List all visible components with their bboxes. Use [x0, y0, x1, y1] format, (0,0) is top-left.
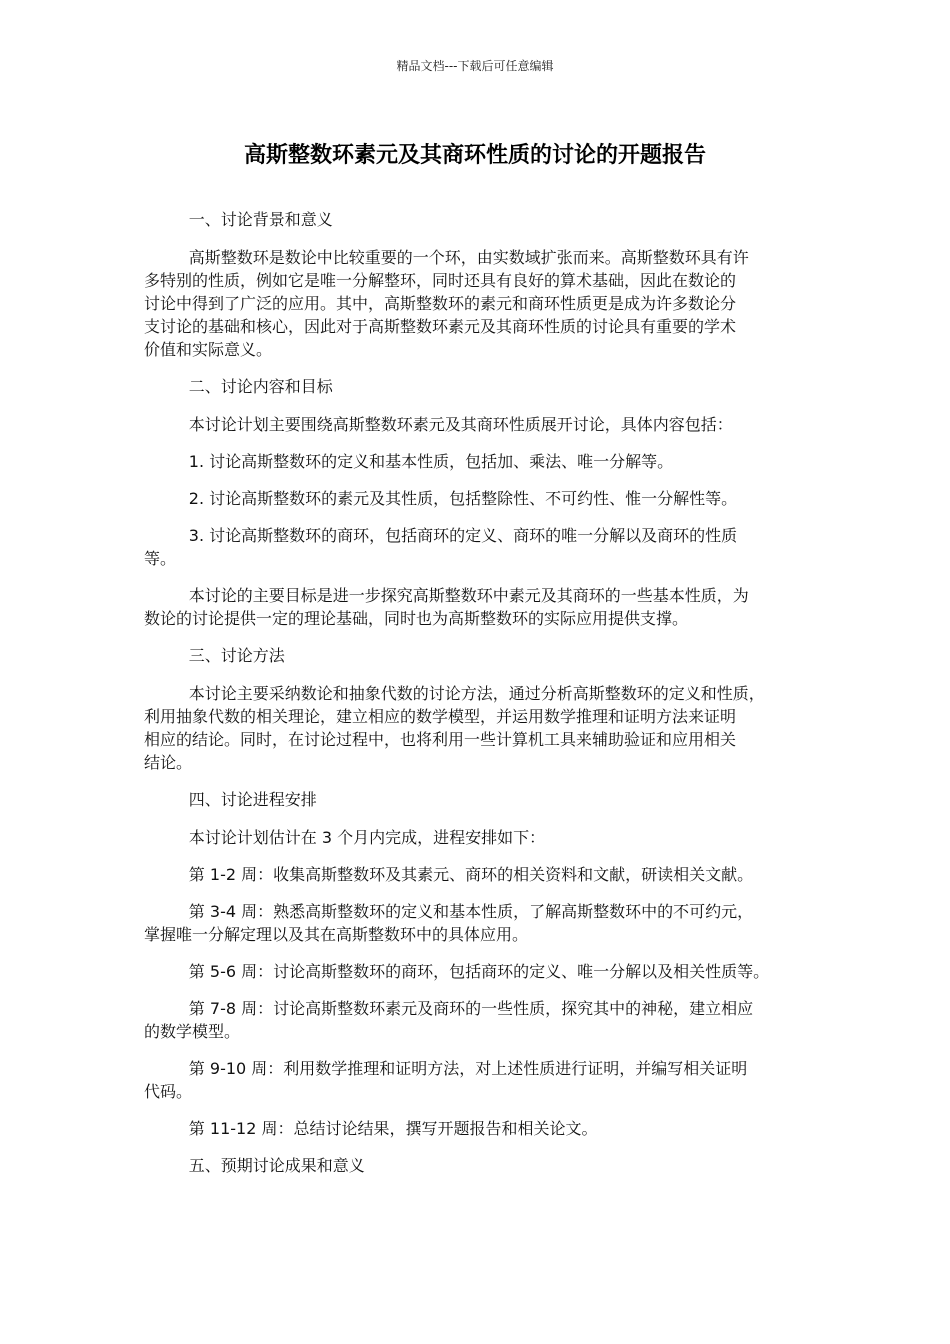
body-paragraph: 2. 讨论高斯整数环的素元及其性质，包括整除性、不可约性、惟一分解性等。 [188, 489, 738, 508]
body-paragraph: 高斯整数环是数论中比较重要的一个环，由实数域扩张而来。高斯整数环具有许 多特别的性质，例如它是唯一分解整环，同时还具有良好的算术基础，因此在数论的 讨论中得到了广泛的应用。其中，高斯整数环的素元和商环性质更是成为许多数论分 支讨论的基础和核心，因此对于高斯整数环素元及其商环性质的讨论具有重要的学术 价值和实际意义。 [144, 248, 749, 359]
body-paragraph: 本讨论计划估计在 3 个月内完成，进程安排如下： [188, 828, 546, 847]
body-paragraph: 3. 讨论高斯整数环的商环，包括商环的定义、商环的唯一分解以及商环的性质 等。 [144, 526, 738, 568]
section-heading: 四、讨论进程安排 [188, 790, 317, 809]
body-paragraph: 第 9-10 周：利用数学推理和证明方法，对上述性质进行证明，并编写相关证明 代码。 [144, 1059, 748, 1101]
body-paragraph: 本讨论主要采纳数论和抽象代数的讨论方法，通过分析高斯整数环的定义和性质， 利用抽象代数的相关理论，建立相应的数学模型，并运用数学推理和证明方法来证明 相应的结论。同时，在讨论过程中，也将利用一些计算机工具来辅助验证和应用相关 结论。 [144, 684, 765, 772]
body-paragraph: 本讨论计划主要围绕高斯整数环素元及其商环性质展开讨论，具体内容包括： [188, 415, 733, 434]
body-paragraph: 第 3-4 周：熟悉高斯整数环的定义和基本性质，了解高斯整数环中的不可约元， 掌握唯一分解定理以及其在高斯整数环中的具体应用。 [144, 902, 754, 944]
document-body [144, 208, 812, 1192]
body-paragraph: 第 1-2 周：收集高斯整数环及其素元、商环的相关资料和文献，研读相关文献。 [188, 865, 754, 884]
body-paragraph: 第 7-8 周：讨论高斯整数环素元及商环的一些性质，探究其中的神秘，建立相应 的数学模型。 [144, 999, 754, 1041]
body-paragraph: 第 11-12 周：总结讨论结果，撰写开题报告和相关论文。 [188, 1119, 598, 1138]
section-heading: 五、预期讨论成果和意义 [188, 1156, 365, 1175]
section-heading: 二、讨论内容和目标 [188, 377, 333, 396]
section-heading: 三、讨论方法 [188, 646, 285, 665]
document-title: 高斯整数环素元及其商环性质的讨论的开题报告 [243, 143, 706, 168]
section-heading: 一、讨论背景和意义 [188, 210, 333, 229]
page-header-note: 精品文档---下载后可任意编辑 [396, 59, 554, 73]
body-paragraph: 第 5-6 周：讨论高斯整数环的商环，包括商环的定义、唯一分解以及相关性质等。 [188, 962, 770, 981]
body-paragraph: 1. 讨论高斯整数环的定义和基本性质，包括加、乘法、唯一分解等。 [188, 452, 674, 471]
body-paragraph: 本讨论的主要目标是进一步探究高斯整数环中素元及其商环的一些基本性质，为 数论的讨论提供一定的理论基础，同时也为高斯整数环的实际应用提供支撑。 [144, 586, 749, 628]
